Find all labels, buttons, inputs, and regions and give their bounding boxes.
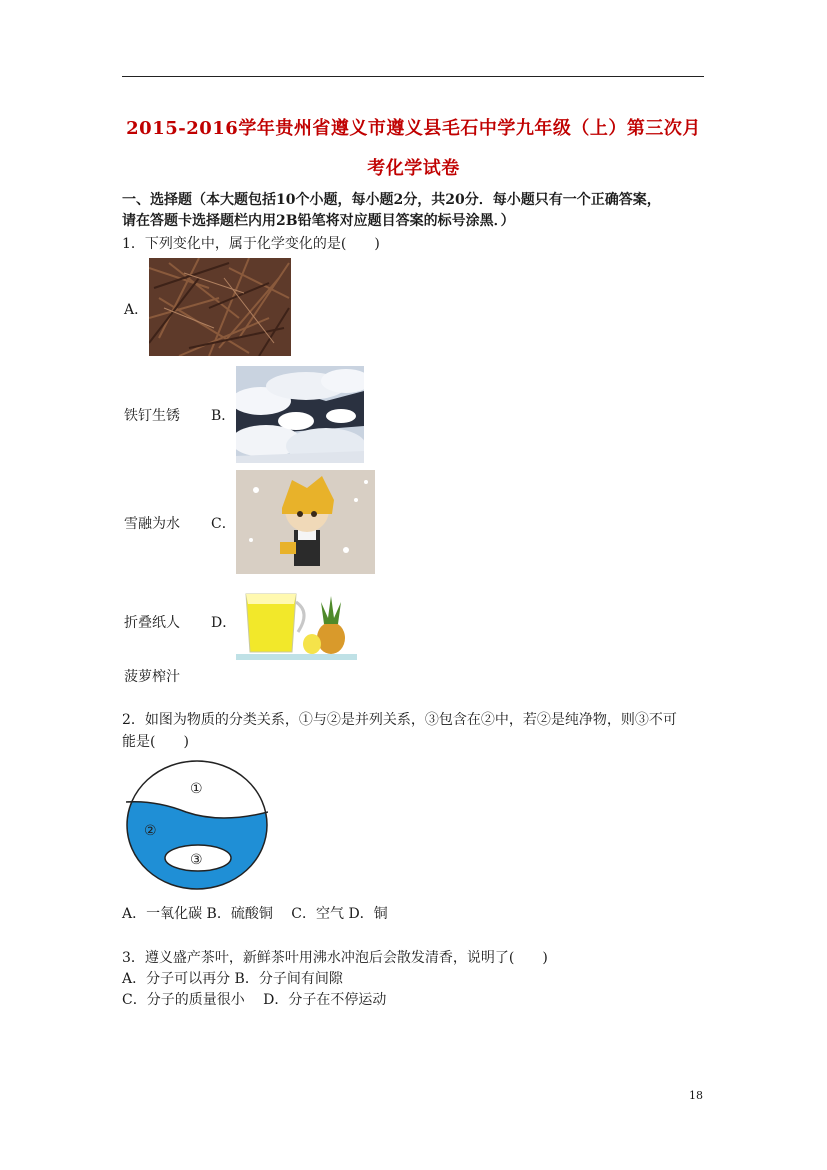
paper-doll-image xyxy=(236,470,375,574)
q1-option-c-letter: C． xyxy=(211,516,236,532)
q2-stem-line1: 2．如图为物质的分类关系，①与②是并列关系，③包含在②中，若②是纯净物，则③不可 xyxy=(122,712,677,728)
exam-title-line1: 2015-2016学年贵州省遵义市遵义县毛石中学九年级（上）第三次月 xyxy=(126,118,701,139)
classification-diagram xyxy=(126,760,268,890)
q1-option-c-caption: 折叠纸人 xyxy=(124,615,180,631)
melting-snow-image xyxy=(236,366,364,463)
page-number: 18 xyxy=(689,1089,703,1102)
label-2: ② xyxy=(144,823,157,839)
q1-stem: 1．下列变化中，属于化学变化的是( ) xyxy=(122,236,380,252)
q1-option-b-caption: 雪融为水 xyxy=(124,516,180,532)
pineapple-juice-image xyxy=(236,582,357,662)
q3-options-line2: C．分子的质量很小 D．分子在不停运动 xyxy=(122,992,387,1008)
q1-option-a-letter: A． xyxy=(124,302,149,318)
q3-stem: 3．遵义盛产茶叶，新鲜茶叶用沸水冲泡后会散发清香，说明了( ) xyxy=(122,950,548,966)
q1-option-d-letter: D． xyxy=(211,615,237,631)
q1-option-b-letter: B． xyxy=(211,408,236,424)
header-rule xyxy=(122,76,704,77)
q2-options: A．一氧化碳 B．硫酸铜 C．空气 D．铜 xyxy=(122,906,388,922)
q2-stem-line2: 能是( ) xyxy=(122,734,189,750)
exam-title-line2: 考化学试卷 xyxy=(367,158,460,179)
rusty-nails-image xyxy=(149,258,291,356)
q1-option-a-caption: 铁钉生锈 xyxy=(124,408,180,424)
label-1: ① xyxy=(190,781,203,797)
section-heading-line1: 一、选择题（本大题包括10个小题，每小题2分，共20分．每小题只有一个正确答案， xyxy=(122,192,661,208)
q3-options-line1: A．分子可以再分 B．分子间有间隙 xyxy=(122,971,343,987)
section-heading-line2: 请在答题卡选择题栏内用2B铅笔将对应题目答案的标号涂黑．） xyxy=(122,213,515,229)
q1-option-d-caption: 菠萝榨汁 xyxy=(124,669,180,685)
label-3: ③ xyxy=(190,852,203,868)
